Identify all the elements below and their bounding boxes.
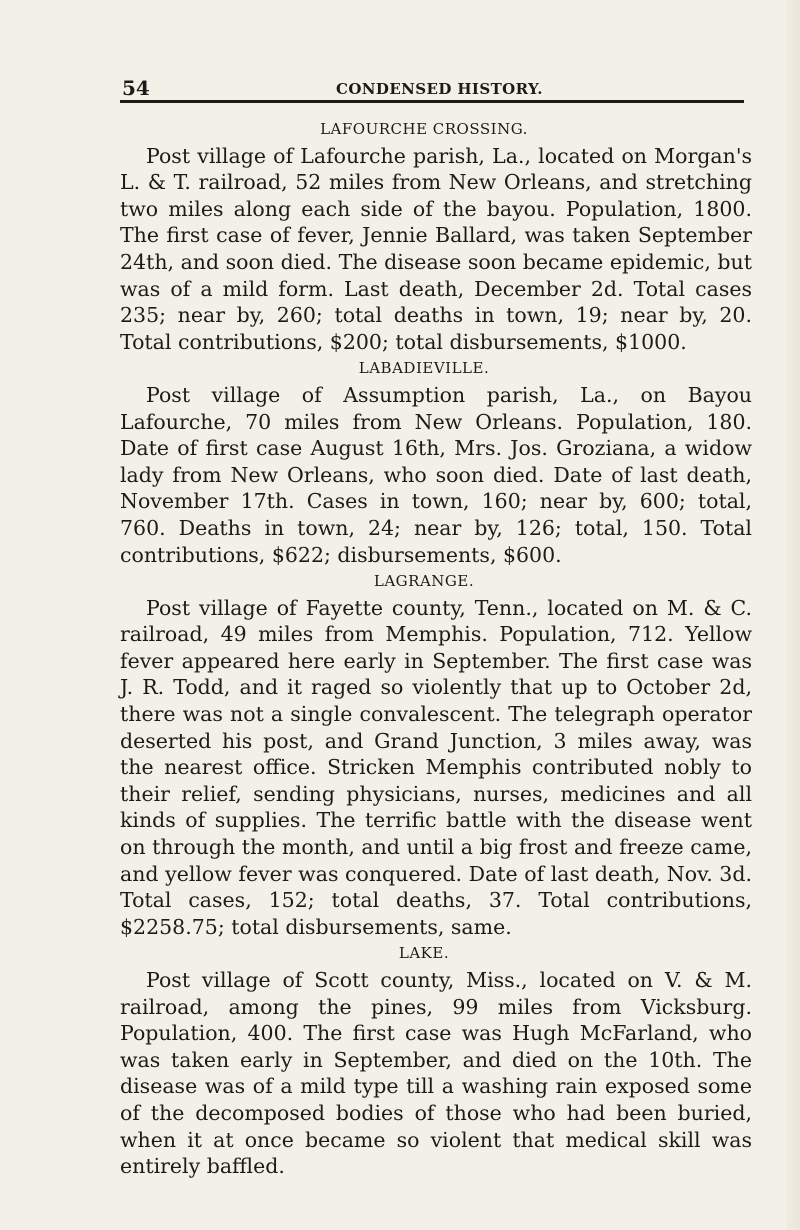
section-heading: LAKE.: [398, 944, 450, 963]
section-paragraph: Post village of Scott county, Miss., located on V. & M. railroad, among the pines, 99 miles from Vicksburg. Population, 400. The first case was Hugh McFarland, who was taken early in September, and died on the 10th. The disease was of a mild type till a washing rain exposed some of the decomposed bodies of those who had been buried, when it at once became so violent that medical skill was entirely baffled.: [120, 968, 752, 1179]
section-paragraph: Post village of Lafourche parish, La., located on Morgan's L. & T. railroad, 52 miles from New Orleans, and stretching two miles along each side of the bayou. Population, 1800. The first case of fever, Jennie Ballard, was taken September 24th, and soon died. The disease soon became epidemic, but was of a mild form. Last death, December 2d. Total cases 235; near by, 260; total deaths in town, 19; near by, 20. Total contributions, $200; total disbursements, $1000.: [120, 143, 752, 354]
section-paragraph: Post village of Fayette county, Tenn., located on M. & C. railroad, 49 miles from Memphis. Population, 712. Yellow fever appeared here early in September. The first case was J. R. Todd, and it raged so violently that up to October 2d, there was not a single convalescent. The telegraph operator deserted his post, and Grand Junction, 3 miles away, was the nearest office. Stricken Memphis contributed nobly to their relief, sending physicians, nurses, medicines and all kinds of supplies. The terrific battle with the disease went on through the month, and until a big frost and freeze came, and yellow fever was conquered. Date of last death, Nov. 3d. Total cases, 152; total deaths, 37. Total contributions, $2258.75; total disbursements, same.: [120, 595, 752, 939]
page-number: 54: [122, 76, 150, 100]
section-heading: LABADIEVILLE.: [358, 359, 490, 378]
section-lagrange: [120, 568, 752, 940]
section-heading: LAFOURCHE CROSSING.: [320, 120, 528, 138]
section-heading: LAGRANGE.: [373, 572, 475, 591]
page-body: [120, 116, 752, 1180]
section-lake: [120, 940, 752, 1179]
section-paragraph: Post village of Assumption parish, La., on Bayou Lafourche, 70 miles from New Orleans. Population, 180. Date of first case August 16th, Mrs. Jos. Groziana, a widow lady from New Orleans, who soon died. Date of last death, November 17th. Cases in town, 160; near by, 600; total, 760. Deaths in town, 24; near by, 126; total, 150. Total contributions, $622; disbursements, $600.: [120, 382, 752, 567]
running-title: CONDENSED HISTORY.: [336, 80, 543, 98]
section-labadieville: [120, 355, 752, 568]
section-lafourche-crossing: [120, 116, 752, 355]
page-edge: [786, 0, 800, 1230]
header-rule: [120, 100, 744, 103]
